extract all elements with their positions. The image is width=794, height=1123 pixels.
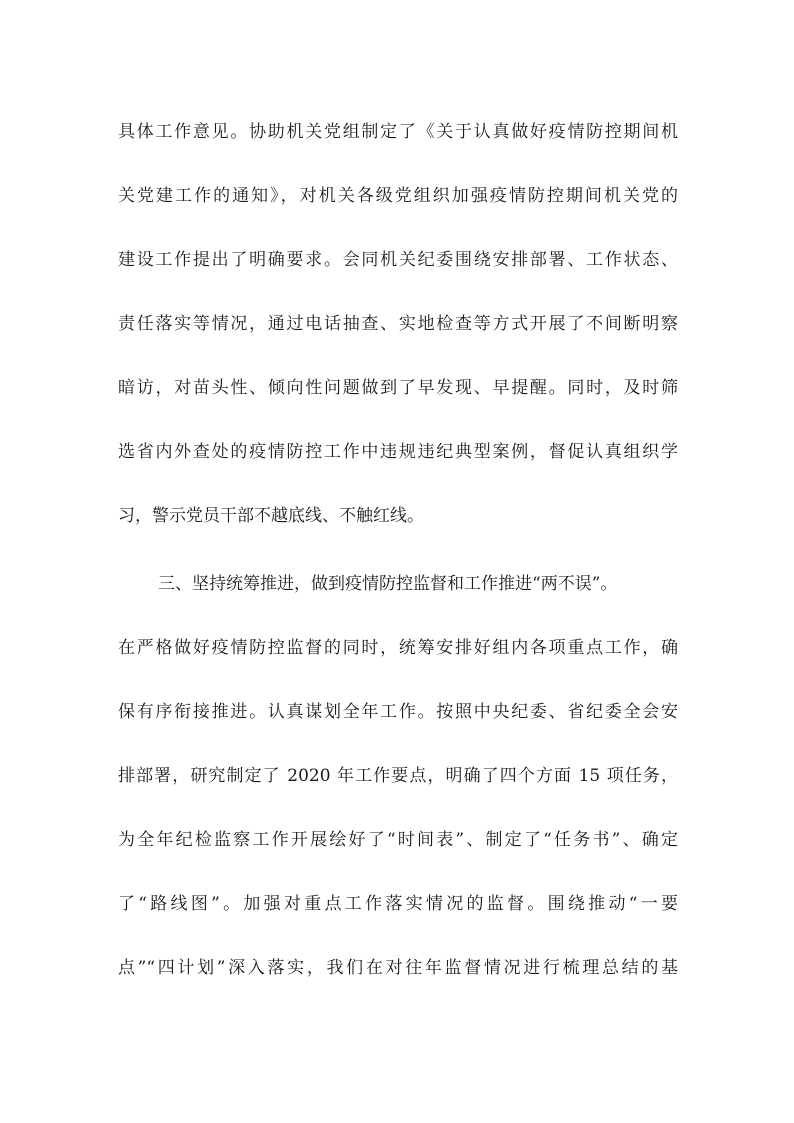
- text-line: 具体工作意见。协助机关党组制定了《关于认真做好疫情防控期间机: [118, 122, 678, 142]
- text-line: 习，警示党员干部不越底线、不触红线。: [118, 506, 424, 526]
- paragraph-1: [118, 122, 678, 570]
- text-line: 责任落实等情况，通过电话抽查、实地检查等方式开展了不间断明察: [118, 314, 678, 334]
- text-line: 了“路线图”。加强对重点工作落实情况的监督。围绕推动“一要: [118, 894, 678, 914]
- text-line: 暗访，对苗头性、倾向性问题做到了早发现、早提醒。同时，及时筛: [118, 378, 678, 398]
- text-line: 在严格做好疫情防控监督的同时，统筹安排好组内各项重点工作，确: [118, 638, 678, 658]
- section-heading-line: 三、坚持统筹推进，做到疫情防控监督和工作推进“两不误”。: [158, 574, 618, 594]
- text-line: 关党建工作的通知》，对机关各级党组织加强疫情防控期间机关党的: [118, 186, 678, 206]
- text-line: 保有序衔接推进。认真谋划全年工作。按照中央纪委、省纪委全会安: [118, 702, 678, 722]
- text-line: 为全年纪检监察工作开展绘好了“时间表”、制定了“任务书”、确定: [118, 830, 678, 850]
- text-line: 点”“四计划”深入落实，我们在对往年监督情况进行梳理总结的基: [118, 958, 678, 978]
- text-line: 排部署，研究制定了 2020 年工作要点，明确了四个方面 15 项任务，: [118, 766, 678, 786]
- paragraph-2: [118, 574, 678, 1022]
- text-line: 选省内外查处的疫情防控工作中违规违纪典型案例，督促认真组织学: [118, 442, 678, 462]
- text-line: 建设工作提出了明确要求。会同机关纪委围绕安排部署、工作状态、: [118, 250, 678, 270]
